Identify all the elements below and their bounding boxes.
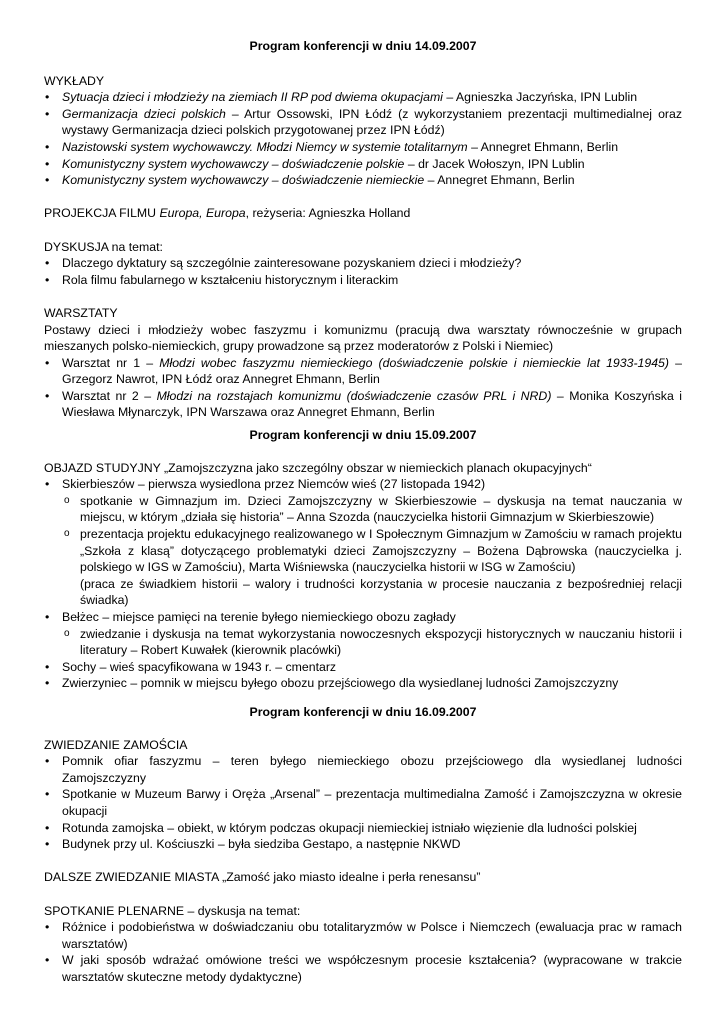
- workshops-list: [44, 355, 682, 421]
- workshops-title: WARSZTATY: [44, 305, 118, 320]
- plenary-list: [44, 919, 682, 985]
- list-item: • Rotunda zamojska – obiekt, w którym podczas okupacji niemieckiej istniało więzienie dla ludności polskiej: [44, 820, 682, 837]
- list-item: • Spotkanie w Muzeum Barwy i Oręża „Arsenal” – prezentacja multimedialna Zamość i Zamojszczyzna w okresie okupacji: [44, 786, 682, 819]
- film-screening: PROJEKCJA FILMU Europa, Europa, reżyseria: Agnieszka Holland: [44, 206, 411, 221]
- discussion-list: [44, 255, 682, 288]
- plenary-title: SPOTKANIE PLENARNE – dyskusja na temat:: [44, 903, 301, 918]
- list-item: • Pomnik ofiar faszyzmu – teren byłego niemieckiego obozu przejściowego dla wysiedlanej ludności Zamojszczyzny: [44, 753, 682, 786]
- day1-heading: Program konferencji w dniu 14.09.2007: [249, 39, 477, 53]
- list-item: • Komunistyczny system wychowawczy – doświadczenie niemieckie – Annegret Ehmann, Berlin: [44, 172, 682, 189]
- day2-heading: Program konferencji w dniu 15.09.2007: [249, 428, 477, 443]
- study-trip-list: [44, 476, 682, 692]
- list-item: • Rola filmu fabularnego w kształceniu historycznym i literackim: [44, 272, 682, 289]
- list-item: • Bełżec – miejsce pamięci na terenie byłego niemieckiego obozu zagłady o zwiedzanie i dyskusja na temat wykorzystania nowoczesnych ekspozycji historycznych w nauczaniu historii i literatury – Robert Kuwałek (kierownik placówki): [44, 609, 682, 659]
- day3-heading: Program konferencji w dniu 16.09.2007: [249, 704, 477, 719]
- sub-list: [62, 626, 682, 659]
- lectures-list: [44, 89, 682, 189]
- list-item: • Komunistyczny system wychowawczy – doświadczenie polskie – dr Jacek Wołoszyn, IPN Lublin: [44, 156, 682, 173]
- list-item: • Sytuacja dzieci i młodzieży na ziemiach II RP pod dwiema okupacjami – Agnieszka Jaczyńska, IPN Lublin: [44, 89, 682, 106]
- further-tour: DALSZE ZWIEDZANIE MIASTA „Zamość jako miasto idealne i perła renesansu”: [44, 870, 481, 885]
- workshops-intro: Postawy dzieci i młodzieży wobec faszyzmu i komunizmu (pracują dwa warsztaty równocześnie w grupach mieszanych polsko-niemieckich, grupy prowadzone są przez moderatorów z Polski i Niemiec): [44, 322, 682, 354]
- list-item: • Sochy – wieś spacyfikowana w 1943 r. – cmentarz: [44, 659, 682, 676]
- city-tour-list: [44, 753, 682, 853]
- list-item: • Germanizacja dzieci polskich – Artur Ossowski, IPN Łódź (z wykorzystaniem prezentacji multimedialnej oraz wystawy Germanizacja dzieci polskich przygotowanej przez IPN Łódź): [44, 106, 682, 139]
- list-item: • Skierbieszów – pierwsza wysiedlona przez Niemców wieś (27 listopada 1942) o spotkanie w Gimnazjum im. Dzieci Zamojszczyzny w Skierbieszowie – dyskusja na temat nauczania w miejscu, w którym „działa się historia” – Anna Szozda (nauczycielka historii Gimnazjum w Skierbieszowie) o prezentacja projektu edukacyjnego realizowanego w I Społecznym Gimnazjum w Zamościu w ramach projektu „Szkoła z klasą” dotyczącego problematyki dzieci Zamojszczyzny – Bożena Dąbrowska (nauczycielka j. polskiego w IGS w Zamościu), Marta Wiśniewska (nauczycielka historii w ISG w Zamościu) (praca ze świadkiem historii – walory i trudności korzystania w procesie nauczania z bezpośredniej relacji świadka): [44, 476, 682, 609]
- note: (praca ze świadkiem historii – walory i trudności korzystania w procesie nauczania z bezpośredniej relacji świadka): [80, 576, 682, 608]
- study-trip-title: OBJAZD STUDYJNY „Zamojszczyzna jako szczególny obszar w niemieckich planach okupacyjnych“: [44, 460, 592, 475]
- list-item: • Warsztat nr 1 – Młodzi wobec faszyzmu niemieckiego (doświadczenie polskie i niemieckie lat 1933-1945) – Grzegorz Nawrot, IPN Łódź oraz Annegret Ehmann, Berlin: [44, 355, 682, 388]
- list-item: • Budynek przy ul. Kościuszki – była siedziba Gestapo, a następnie NKWD: [44, 836, 682, 853]
- list-item: • Różnice i podobieństwa w doświadczaniu obu totalitaryzmów w Polsce i Niemczech (ewaluacja prac w ramach warsztatów): [44, 919, 682, 952]
- document-page: [44, 38, 682, 985]
- city-tour-title: ZWIEDZANIE ZAMOŚCIA: [44, 737, 188, 752]
- sub-list-item: o zwiedzanie i dyskusja na temat wykorzystania nowoczesnych ekspozycji historycznych w nauczaniu historii i literatury – Robert Kuwałek (kierownik placówki): [62, 626, 682, 659]
- sub-list-item: o spotkanie w Gimnazjum im. Dzieci Zamojszczyzny w Skierbieszowie – dyskusja na temat nauczania w miejscu, w którym „działa się historia” – Anna Szozda (nauczycielka historii Gimnazjum w Skierbieszowie): [62, 493, 682, 526]
- list-item: • Dlaczego dyktatury są szczególnie zainteresowane pozyskaniem dzieci i młodzieży?: [44, 255, 682, 272]
- list-item: • Nazistowski system wychowawczy. Młodzi Niemcy w systemie totalitarnym – Annegret Ehmann, Berlin: [44, 139, 682, 156]
- sub-list-item: o prezentacja projektu edukacyjnego realizowanego w I Społecznym Gimnazjum w Zamościu w ramach projektu „Szkoła z klasą” dotyczącego problematyki dzieci Zamojszczyzny – Bożena Dąbrowska (nauczycielka j. polskiego w IGS w Zamościu), Marta Wiśniewska (nauczycielka historii w ISG w Zamościu) (praca ze świadkiem historii – walory i trudności korzystania w procesie nauczania z bezpośredniej relacji świadka): [62, 526, 682, 609]
- sub-list: [62, 493, 682, 609]
- list-item: • W jaki sposób wdrażać omówione treści we współczesnym procesie kształcenia? (wypracowane w trakcie warsztatów skuteczne metody dydaktyczne): [44, 952, 682, 985]
- lectures-title: WYKŁADY: [44, 73, 105, 88]
- list-item: • Zwierzyniec – pomnik w miejscu byłego obozu przejściowego dla wysiedlanej ludności Zamojszczyzny: [44, 675, 682, 692]
- discussion-title: DYSKUSJA na temat:: [44, 239, 163, 254]
- list-item: • Warsztat nr 2 – Młodzi na rozstajach komunizmu (doświadczenie czasów PRL i NRD) – Monika Koszyńska i Wiesława Młynarczyk, IPN Warszawa oraz Annegret Ehmann, Berlin: [44, 388, 682, 421]
